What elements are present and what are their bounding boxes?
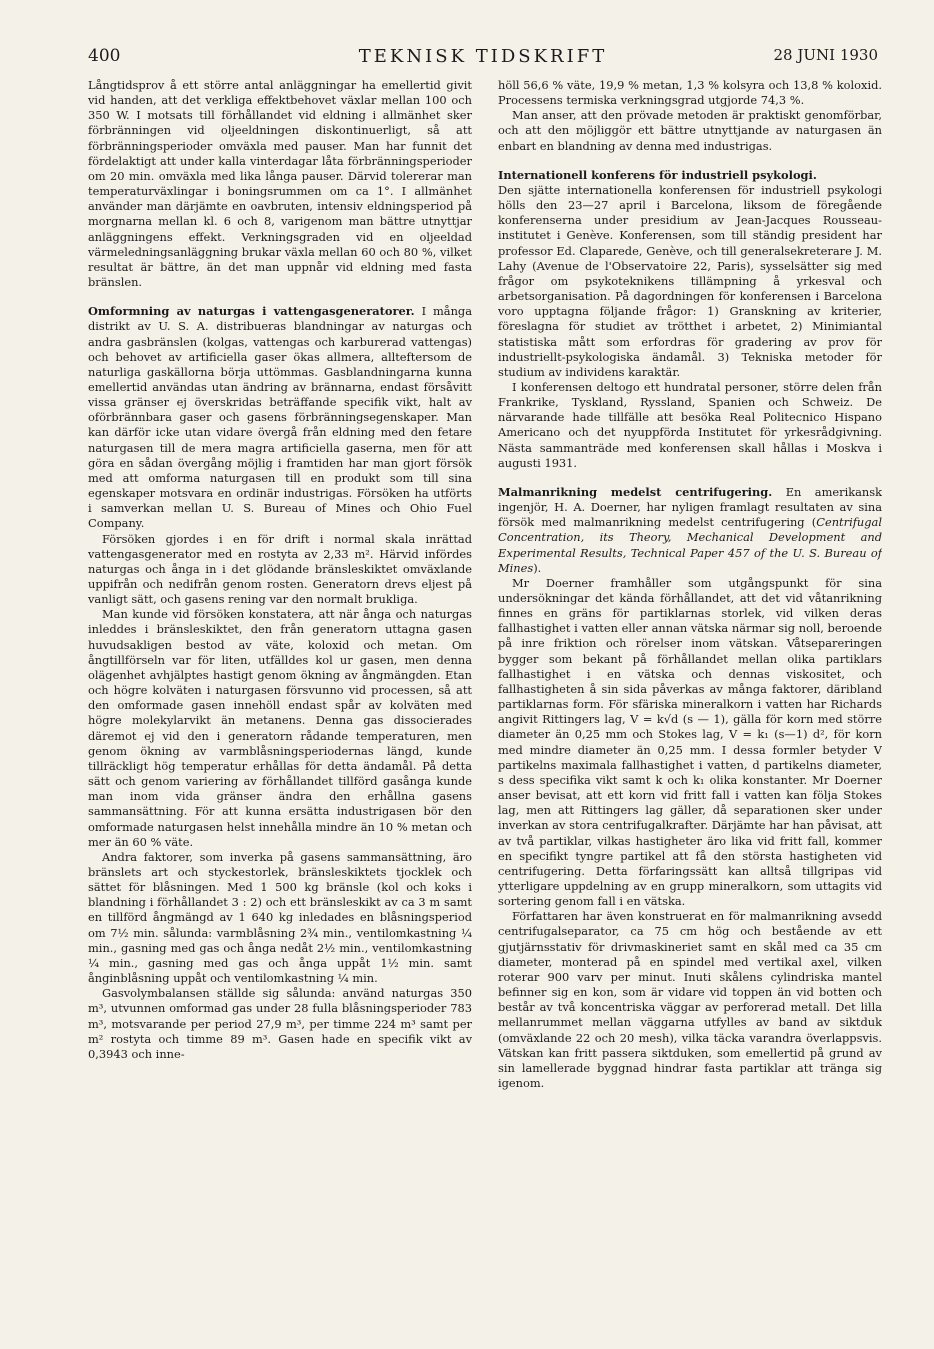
journal-title: TEKNISK TIDSKRIFT (358, 46, 608, 67)
citation: Centrifugal Concentration, its Theory, Mechanical Development and Experimental Results, Technical Paper 457 of the U. S. Bureau of Mines (498, 515, 882, 575)
paragraph-part: ). (533, 560, 542, 575)
paragraph: Man kunde vid försöken konstatera, att när ånga och naturgas inleddes i bränsleskiktet, den från generatorn uttagna gasen huvudsakligen bestod av väte, koloxid och metan. Om ångtillförseln var för liten, utfälldes kol ur gasen, men denna olägenhet avhjälptes hastigt genom ökning av ångmängden. Etan och högre kolväten i naturgasen försvunno vid processen, så att den omformade gasen innehöll endast spår av kolväten med högre molekylarvikt än metanens. Denna gas dissocierades däremot ej vid den i generatorn rådande temperaturen, men genom ökning av varmblåsningsperiodernas längd, kunde tillräckligt hög temperatur erhållas för detta ändamål. På detta sätt och genom variering av förhållandet tillförd gasånga kunde man inom vida gränser ändra den erhållna gasens sammansättning. För att kunna ersätta industrigasen bör den omformade naturgasen helst innehålla mindre än 10 % metan och mer än 60 % väte. (88, 607, 472, 849)
paragraph: Man anser, att den prövade metoden är praktiskt genomförbar, och att den möjliggör ett bättre utnyttjande av naturgasen än enbart en blandning av denna med industrigas. (498, 108, 882, 153)
paragraph: Försöken gjordes i en för drift i normal skala inrättad vattengasgenerator med en rostyta av 2,33 m². Härvid infördes naturgas och ånga in i det glödande bränsleskiktet omväxlande uppifrån och nedifrån genom rosten. Generatorn drevs eljest på vanligt sätt, och gasens rening var den normalt brukliga. (88, 531, 472, 607)
paragraph: I många distrikt av U. S. A. distribueras blandningar av naturgas och andra gasbränslen (kolgas, vattengas och karburerad vattengas) och behovet av artificiella gaser ökas allmera, allteftersom de naturliga gaskällorna börja uttömmas. Gasblandningarna kunna emellertid användas utan ändring av brännarna, endast försåvitt vissa gränser ej överskridas beträffande specifik vikt, halt av oförbrännbara gaser och gasens förbränningsegenskaper. Man kan därför icke utan vidare övergå från eldning med den fetare naturgasen till de mera magra artificiella gaserna, men för att göra en sådan övergång möjlig i framtiden har man gjort försök med att omforma naturgasen till en produkt som till sina egenskaper motsvara en ordinär industrigas. Försöken ha utförts i samverkan mellan U. S. Bureau of Mines och Ohio Fuel Company. (88, 304, 472, 531)
article-naturgas (88, 304, 472, 531)
heading-text: Internationell konferens för industriell psykologi. (498, 167, 817, 182)
issue-date: 28 JUNI 1930 (773, 46, 878, 64)
left-column (88, 78, 472, 1278)
heading-omformning: Omformning av naturgas i vattengasgeneratorer. (88, 304, 415, 319)
paragraph: Den sjätte internationella konferensen för industriell psykologi hölls den 23—27 april i Barcelona, liksom de föregående konferenserna under presidium av Jean-Jacques Rousseau-institutet i Genève. Konferensen, som till ständig president har professor Ed. Claparede, Genève, och till generalsekreterare J. M. Lahy (Avenue de l'Observatoire 22, Paris), sysselsätter sig med frågor om psykoteknikens tillämpning å yrkesval och arbetsorganisation. På dagordningen för konferensen i Barcelona voro upptagna följande frågor: 1) Granskning av kriterier, föreslagna för studiet av trötthet i arbetet, 2) Minimiantal statistiska mått som erfordras för gradering av prov för industriellt-psykologiska ändamål. 3) Tekniska metoder för studium av individens karaktär. (498, 182, 882, 379)
paragraph: Långtidsprov å ett större antal anläggningar ha emellertid givit vid handen, att det verkliga effektbehovet växlar mellan 100 och 350 W. I motsats till förhållandet vid eldning i allmänhet sker förbränningen vid oljeeldningen diskontinuerligt, så att förbränningsperioder omväxla med pauser. Man har funnit det fördelaktigt att under kalla vinterdagar låta förbränningsperioder om 20 min. omväxla med lika långa pauser. Därvid tolererar man temperaturväxlingar i boningsrummen om ca 1°. I allmänhet använder man därjämte en oavbruten, intensiv eldningsperiod på morgnarna mellan kl. 6 och 8, varigenom man bättre utnyttjar anläggningens effekt. Verkningsgraden vid en oljeeldad värmeledningsanläggning brukar växla mellan 60 och 80 %, vilket resultat är bättre, än det man uppnår vid eldning med fasta bränslen. (88, 78, 472, 290)
right-column (498, 78, 882, 1278)
heading-malmanrikning: Malmanrikning medelst centrifugering. (498, 484, 773, 499)
paragraph: Andra faktorer, som inverka på gasens sammansättning, äro bränslets art och styckestorlek, bränsleskiktets tjocklek och sättet för blåsningen. Med 1 500 kg bränsle (kol och koks i blandning i förhållandet 3 : 2) och ett bränsleskikt av ca 3 m samt en tillförd ångmängd av 1 640 kg inledades en blåsningsperiod om 7½ min. sålunda: varmblåsning 2¾ min., ventilomkastning ¼ min., gasning med gas och ånga nedåt 2½ min., ventilomkastning ¼ min., gasning med gas och ånga uppåt 1½ min. samt ånginblåsning uppåt och ventilomkastning ¼ min. (88, 849, 472, 986)
paragraph: Författaren har även konstruerat en för malmanrikning avsedd centrifugalseparator, ca 75 cm hög och bestående av ett gjutjärnsstativ för drivmaskineriet samt en skål med ca 35 cm diameter, monterad på en spindel med vertikal axel, vilken roterar 900 varv per minut. Inuti skålens cylindriska mantel befinner sig en kon, som är vidare vid toppen än vid botten och består av två koncentriska väggar av perforerad metall. Det lilla mellanrummet mellan väggarna utfylles av band av siktduk (omväxlande 22 och 20 mesh), vilka täcka varandra överlappsvis. Vätskan kan fritt passera siktduken, som emellertid på grund av sin lamellerade byggnad hindrar fasta partiklar att tränga sig igenom. (498, 909, 882, 1090)
page-header (88, 40, 878, 70)
heading-konferens (498, 168, 882, 183)
paragraph: höll 56,6 % väte, 19,9 % metan, 1,3 % kolsyra och 13,8 % koloxid. Processens termiska verkningsgrad utgjorde 74,3 %. (498, 78, 882, 108)
article-malmanrikning (498, 485, 882, 576)
paragraph: I konferensen deltogo ett hundratal personer, större delen från Frankrike, Tyskland, Ryssland, Spanien och Schweiz. De närvarande hade tillfälle att besöka Real Politecnico Hispano Americano och det nyuppförda Institutet för yrkesrådgivning. Nästa sammanträde med konferensen skall hållas i Moskva i augusti 1931. (498, 379, 882, 470)
page-number: 400 (88, 46, 121, 66)
paragraph-part: En amerikansk ingenjör, H. A. Doerner, har nyligen framlagt resultaten av sina försök med malmanrikning medelst centrifugering ( (498, 484, 882, 530)
paragraph: Gasvolymbalansen ställde sig sålunda: använd naturgas 350 m³, utvunnen omformad gas under 28 fulla blåsningsperioder 783 m³, motsvarande per period 27,9 m³, per timme 224 m³ samt per m² rostyta och timme 89 m³. Gasen hade en specifik vikt av 0,3943 och inne- (88, 986, 472, 1061)
paragraph: Mr Doerner framhåller som utgångspunkt för sina undersökningar det kända förhållandet, att det vid våtanrikning finnes en gräns för partiklarnas storlek, vid vilken deras fallhastighet i vatten eller annan vätska närmar sig noll, beroende på inre friktion och rörelser inom vätskan. Våtsepareringen bygger som bekant på förhållandet mellan olika partiklars fallhastighet i en vätska och dennas viskositet, och fallhastigheten å sin sida påverkas av många faktorer, däribland partiklarnas form. För sfäriska mineralkorn i vatten har Richards angivit Rittingers lag, V = k√d (s — 1), gälla för korn med större diameter än 0,25 mm och Stokes lag, V = k₁ (s—1) d², för korn med mindre diameter än 0,25 mm. I dessa formler betyder V partikelns maximala fallhastighet i vatten, d partikelns diameter, s dess specifika vikt samt k och k₁ olika konstanter. Mr Doerner anser bevisat, att ett korn vid fritt fall i vatten kan följa Stokes lag, men att Rittingers lag gäller, då separationen sker under inverkan av stora centrifugalkrafter. Därjämte har han påvisat, att av två partiklar, vilkas hastigheter äro lika vid fritt fall, kommer en specifikt tyngre partikel att få den största hastigheten vid centrifugering. Detta förfaringssätt kan alltså tillgripas vid ytterligare uppdelning av en grupp mineralkorn, som uttagits vid sortering genom fall i en vätska. (498, 575, 882, 909)
